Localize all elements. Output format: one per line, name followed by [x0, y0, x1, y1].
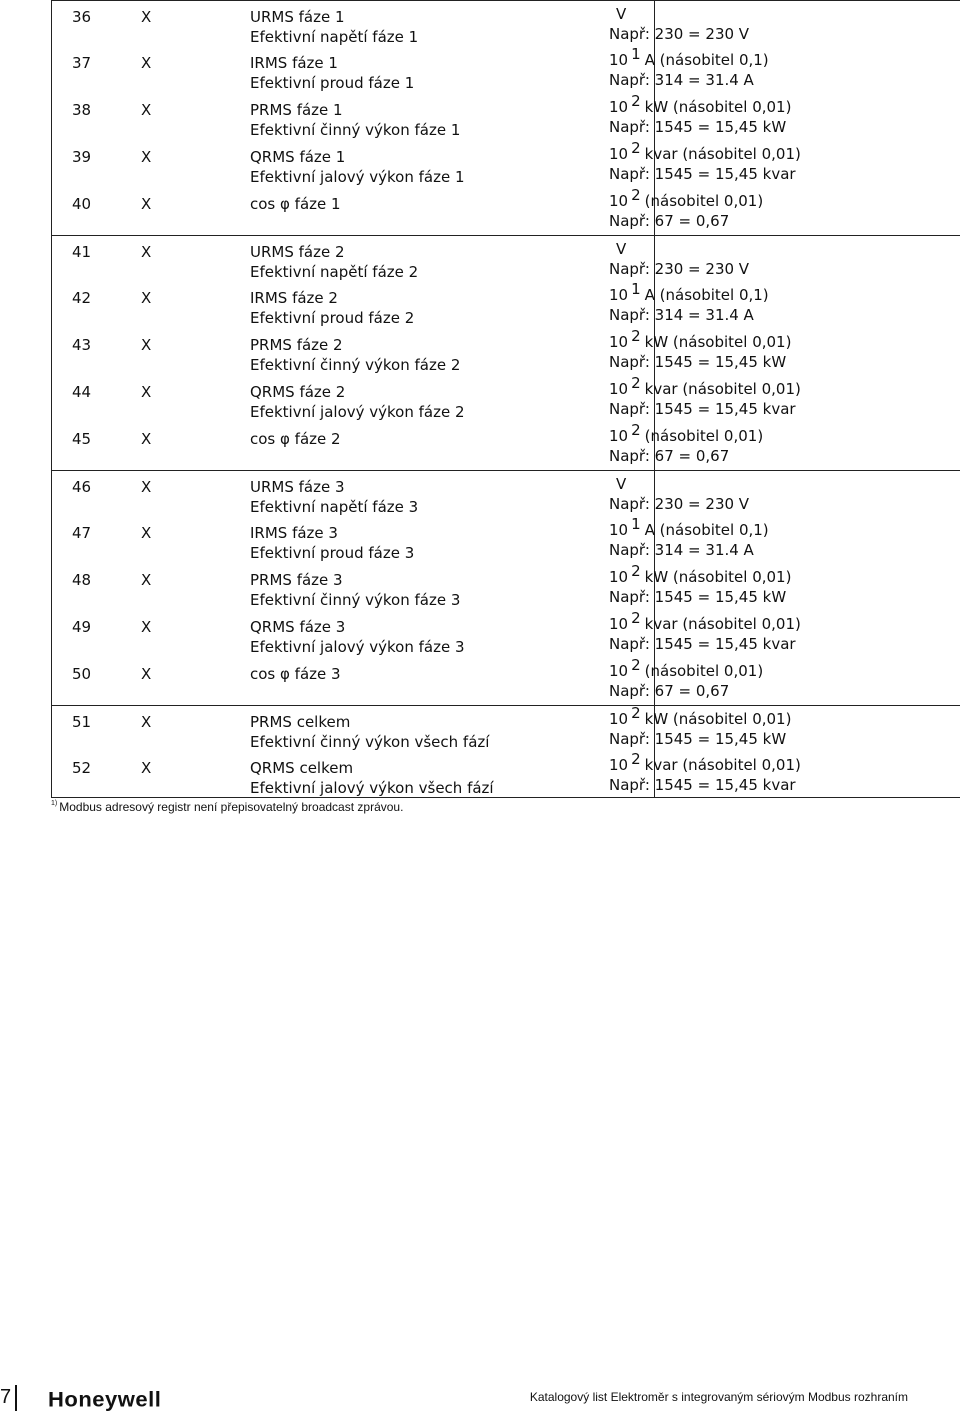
register-unit	[609, 327, 792, 372]
register-mark: X	[141, 571, 152, 589]
footnote-marker: 1)	[51, 800, 58, 807]
unit-base: 10	[609, 427, 629, 445]
unit-exponent: 2	[631, 92, 641, 110]
register-name	[250, 382, 465, 422]
unit-example: Např: 1545 = 15,45 kW	[609, 118, 787, 136]
brand-logo: Honeywell	[48, 1387, 162, 1412]
unit-label: V	[616, 240, 627, 258]
register-number: 40	[72, 195, 92, 213]
register-name-line1: PRMS celkem	[250, 713, 351, 731]
register-name-line2: Efektivní proud fáze 2	[250, 309, 415, 327]
register-name-line1: IRMS fáze 2	[250, 289, 338, 307]
unit-example: Např: 67 = 0,67	[609, 682, 730, 700]
register-name-line1: URMS fáze 3	[250, 478, 345, 496]
register-name	[250, 335, 460, 375]
unit-line	[609, 562, 792, 587]
register-name-line2: Efektivní činný výkon fáze 1	[250, 121, 461, 139]
unit-base: 10	[609, 145, 629, 163]
register-name	[250, 53, 414, 93]
unit-example: Např: 67 = 0,67	[609, 212, 730, 230]
unit-base: 10	[609, 756, 629, 774]
table-row	[52, 47, 960, 94]
unit-line	[609, 421, 764, 446]
register-mark: X	[141, 195, 152, 213]
unit-label: kW (násobitel 0,01)	[644, 333, 792, 351]
register-name	[250, 429, 341, 449]
unit-base: 10	[609, 51, 629, 69]
unit-example: Např: 314 = 31.4 A	[609, 306, 754, 324]
unit-base: 10	[609, 380, 629, 398]
register-name-line1: QRMS fáze 1	[250, 148, 346, 166]
unit-example: Např: 230 = 230 V	[609, 25, 750, 43]
table-row	[52, 376, 960, 423]
register-name-line2: Efektivní napětí fáze 3	[250, 498, 419, 516]
table-row	[52, 235, 960, 283]
unit-label: A (násobitel 0,1)	[644, 521, 769, 539]
register-number: 47	[72, 524, 92, 542]
register-unit	[609, 2, 749, 44]
register-unit	[609, 92, 792, 137]
register-name-line2: Efektivní činný výkon všech fází	[250, 733, 490, 751]
register-unit	[609, 280, 769, 325]
register-mark: X	[141, 713, 152, 731]
register-unit	[609, 374, 801, 419]
page-number: 7	[0, 1386, 12, 1408]
register-mark: X	[141, 148, 152, 166]
unit-example: Např: 1545 = 15,45 kW	[609, 588, 787, 606]
register-name-line2: Efektivní činný výkon fáze 2	[250, 356, 461, 374]
unit-label: V	[616, 475, 627, 493]
unit-exponent: 2	[631, 139, 641, 157]
table-row	[52, 658, 960, 705]
table-row	[52, 752, 960, 799]
register-unit	[609, 186, 764, 231]
register-number: 51	[72, 713, 92, 731]
register-name-line1: QRMS celkem	[250, 759, 354, 777]
unit-label: kW (násobitel 0,01)	[644, 710, 792, 728]
unit-exponent: 2	[631, 327, 641, 345]
unit-label: kvar (násobitel 0,01)	[644, 380, 801, 398]
register-name-line1: QRMS fáze 3	[250, 618, 346, 636]
register-name-line1: IRMS fáze 1	[250, 54, 338, 72]
register-number: 39	[72, 148, 92, 166]
register-number: 48	[72, 571, 92, 589]
register-name-line2: Efektivní jalový výkon všech fází	[250, 779, 494, 797]
register-mark: X	[141, 8, 152, 26]
unit-label: kW (násobitel 0,01)	[644, 98, 792, 116]
register-number: 36	[72, 8, 92, 26]
register-name	[250, 7, 418, 47]
register-mark: X	[141, 243, 152, 261]
register-number: 41	[72, 243, 92, 261]
unit-label: (násobitel 0,01)	[644, 427, 764, 445]
register-mark: X	[141, 665, 152, 683]
table-row	[52, 611, 960, 658]
register-number: 45	[72, 430, 92, 448]
register-mark: X	[141, 618, 152, 636]
unit-line	[609, 327, 792, 352]
register-name-line2: Efektivní napětí fáze 1	[250, 28, 419, 46]
unit-exponent: 2	[631, 421, 641, 439]
unit-example: Např: 230 = 230 V	[609, 495, 750, 513]
unit-base: 10	[609, 710, 629, 728]
unit-line	[609, 704, 792, 729]
unit-exponent: 1	[631, 280, 641, 298]
register-name-line2: Efektivní napětí fáze 2	[250, 263, 419, 281]
register-table	[51, 0, 960, 798]
unit-example: Např: 1545 = 15,45 kvar	[609, 165, 796, 183]
register-mark: X	[141, 524, 152, 542]
register-number: 42	[72, 289, 92, 307]
register-unit	[609, 421, 764, 466]
register-number: 49	[72, 618, 92, 636]
table-row	[52, 94, 960, 141]
table-row	[52, 282, 960, 329]
table-row	[52, 188, 960, 235]
register-name-line1: cos φ fáze 2	[250, 430, 341, 448]
register-number: 44	[72, 383, 92, 401]
unit-line	[609, 472, 749, 494]
register-mark: X	[141, 759, 152, 777]
register-number: 52	[72, 759, 92, 777]
register-name	[250, 664, 341, 684]
register-unit	[609, 472, 749, 514]
unit-line	[609, 374, 801, 399]
register-unit	[609, 139, 801, 184]
page-number-bar	[15, 1385, 17, 1411]
unit-line	[609, 656, 764, 681]
register-unit	[609, 704, 792, 749]
register-number: 37	[72, 54, 92, 72]
unit-base: 10	[609, 98, 629, 116]
unit-label: kW (násobitel 0,01)	[644, 568, 792, 586]
unit-exponent: 2	[631, 704, 641, 722]
unit-line	[609, 45, 769, 70]
register-mark: X	[141, 336, 152, 354]
unit-example: Např: 1545 = 15,45 kvar	[609, 776, 796, 794]
unit-base: 10	[609, 662, 629, 680]
register-unit	[609, 45, 769, 90]
register-name-line1: QRMS fáze 2	[250, 383, 346, 401]
unit-exponent: 2	[631, 656, 641, 674]
unit-base: 10	[609, 615, 629, 633]
unit-example: Např: 1545 = 15,45 kW	[609, 353, 787, 371]
register-name	[250, 194, 341, 214]
register-name-line2: Efektivní proud fáze 3	[250, 544, 415, 562]
table-row	[52, 141, 960, 188]
unit-base: 10	[609, 568, 629, 586]
unit-label: (násobitel 0,01)	[644, 662, 764, 680]
table-row	[52, 423, 960, 470]
document-title: Katalogový list Elektroměr s integrovaným sériovým Modbus rozhraním	[529, 1390, 908, 1404]
unit-base: 10	[609, 192, 629, 210]
unit-line	[609, 92, 792, 117]
register-mark: X	[141, 101, 152, 119]
unit-example: Např: 1545 = 15,45 kvar	[609, 635, 796, 653]
register-name-line2: Efektivní jalový výkon fáze 1	[250, 168, 465, 186]
register-name	[250, 477, 418, 517]
unit-label: A (násobitel 0,1)	[644, 51, 769, 69]
unit-example: Např: 1545 = 15,45 kvar	[609, 400, 796, 418]
register-name-line1: PRMS fáze 2	[250, 336, 343, 354]
register-name	[250, 617, 465, 657]
unit-exponent: 2	[631, 609, 641, 627]
register-name-line1: URMS fáze 2	[250, 243, 345, 261]
table-row	[52, 705, 960, 753]
register-unit	[609, 656, 764, 701]
unit-base: 10	[609, 286, 629, 304]
register-name-line2: Efektivní jalový výkon fáze 3	[250, 638, 465, 656]
register-unit	[609, 750, 801, 795]
register-name-line2: Efektivní činný výkon fáze 3	[250, 591, 461, 609]
unit-exponent: 2	[631, 374, 641, 392]
unit-label: V	[616, 5, 627, 23]
register-mark: X	[141, 383, 152, 401]
unit-label: kvar (násobitel 0,01)	[644, 756, 801, 774]
register-name	[250, 712, 489, 752]
register-name-line1: PRMS fáze 1	[250, 101, 343, 119]
unit-line	[609, 2, 749, 24]
unit-line	[609, 186, 764, 211]
register-number: 43	[72, 336, 92, 354]
unit-base: 10	[609, 333, 629, 351]
unit-label: kvar (násobitel 0,01)	[644, 145, 801, 163]
unit-label: kvar (násobitel 0,01)	[644, 615, 801, 633]
register-number: 50	[72, 665, 92, 683]
unit-example: Např: 67 = 0,67	[609, 447, 730, 465]
unit-exponent: 2	[631, 562, 641, 580]
unit-line	[609, 280, 769, 305]
unit-label: (násobitel 0,01)	[644, 192, 764, 210]
register-number: 38	[72, 101, 92, 119]
unit-line	[609, 139, 801, 164]
register-name	[250, 242, 418, 282]
register-name	[250, 288, 414, 328]
register-unit	[609, 562, 792, 607]
register-mark: X	[141, 478, 152, 496]
register-name	[250, 758, 494, 798]
register-name-line1: cos φ fáze 3	[250, 665, 341, 683]
register-name	[250, 100, 460, 140]
register-name-line1: cos φ fáze 1	[250, 195, 341, 213]
register-name	[250, 523, 414, 563]
table-row	[52, 564, 960, 611]
register-name	[250, 570, 460, 610]
register-name-line2: Efektivní proud fáze 1	[250, 74, 415, 92]
table-row	[52, 0, 960, 48]
unit-line	[609, 750, 801, 775]
unit-line	[609, 609, 801, 634]
footnote	[51, 800, 403, 814]
unit-exponent: 1	[631, 45, 641, 63]
register-mark: X	[141, 289, 152, 307]
register-unit	[609, 515, 769, 560]
table-row	[52, 517, 960, 564]
register-number: 46	[72, 478, 92, 496]
register-unit	[609, 237, 749, 279]
unit-example: Např: 314 = 31.4 A	[609, 541, 754, 559]
unit-example: Např: 314 = 31.4 A	[609, 71, 754, 89]
register-mark: X	[141, 430, 152, 448]
register-name-line1: PRMS fáze 3	[250, 571, 343, 589]
register-name-line1: URMS fáze 1	[250, 8, 345, 26]
table-row	[52, 470, 960, 518]
table-row	[52, 329, 960, 376]
register-mark: X	[141, 54, 152, 72]
register-name-line2: Efektivní jalový výkon fáze 2	[250, 403, 465, 421]
unit-label: A (násobitel 0,1)	[644, 286, 769, 304]
unit-example: Např: 1545 = 15,45 kW	[609, 730, 787, 748]
unit-exponent: 2	[631, 186, 641, 204]
register-unit	[609, 609, 801, 654]
register-name-line1: IRMS fáze 3	[250, 524, 338, 542]
unit-example: Např: 230 = 230 V	[609, 260, 750, 278]
unit-exponent: 2	[631, 750, 641, 768]
unit-exponent: 1	[631, 515, 641, 533]
register-name	[250, 147, 465, 187]
unit-line	[609, 237, 749, 259]
unit-base: 10	[609, 521, 629, 539]
footnote-text: Modbus adresový registr není přepisovatelný broadcast zprávou.	[59, 800, 404, 814]
unit-line	[609, 515, 769, 540]
